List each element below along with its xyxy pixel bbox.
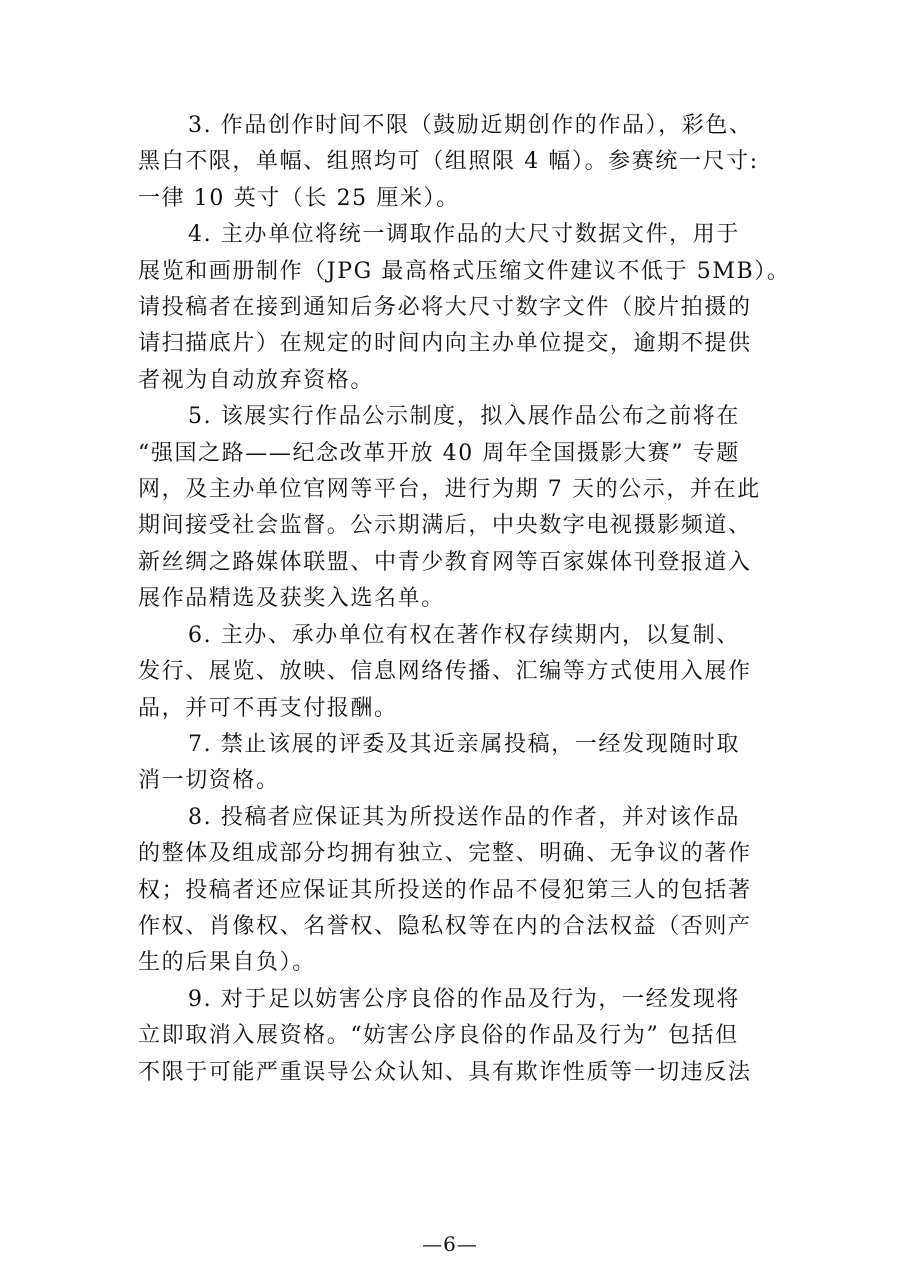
text-line: 消一切资格。 [138,768,280,794]
text-line: 展览和画册制作（JPG 最高格式压缩文件建议不低于 5MB）。 [138,258,791,284]
paragraph-4 [138,217,791,399]
text-line: 请扫描底片）在规定的时间内向主办单位提交，逾期不提供 [138,331,752,357]
text-line: 5. 该展实行作品公示制度，拟入展作品公布之前将在 [188,404,740,430]
text-line: “强国之路——纪念改革开放 40 周年全国摄影大赛” 专题 [138,440,740,466]
text-line: 9. 对于足以妨害公序良俗的作品及行为，一经发现将 [188,986,740,1012]
paragraph-6 [138,618,766,727]
text-line: 7. 禁止该展的评委及其近亲属投稿，一经发现随时取 [188,731,740,757]
text-line: 3. 作品创作时间不限（鼓励近期创作的作品），彩色、 [188,113,753,138]
text-line: 一律 10 英寸（长 25 厘米）。 [138,185,460,211]
text-line: 6. 主办、承办单位有权在著作权存续期内，以复制、 [188,622,740,648]
paragraph-7 [138,727,766,800]
text-line: 权；投稿者还应保证其所投送的作品不侵犯第三人的包括著 [138,877,752,903]
text-line: 展作品精选及获奖入选名单。 [138,586,445,612]
text-line: 期间接受社会监督。公示期满后，中央数字电视摄影频道、 [138,513,752,539]
text-line: 发行、展览、放映、信息网络传播、汇编等方式使用入展作 [138,659,752,685]
text-line: 新丝绸之路媒体联盟、中青少教育网等百家媒体刊登报道入 [138,549,752,575]
paragraph-3 [138,108,766,217]
paragraph-9 [138,982,766,1091]
text-line: 请投稿者在接到通知后务必将大尺寸数字文件（胶片拍摄的 [138,295,752,321]
text-line: 的整体及组成部分均拥有独立、完整、明确、无争议的著作 [138,841,752,867]
text-line: 作权、肖像权、名誉权、隐私权等在内的合法权益（否则产 [138,913,752,939]
text-line: 立即取消入展资格。“妨害公序良俗的作品及行为” 包括但 [138,1023,739,1049]
text-line: 者视为自动放弃资格。 [138,367,375,393]
text-line: 8. 投稿者应保证其为所投送作品的作者，并对该作品 [188,804,740,830]
text-line: 网，及主办单位官网等平台，进行为期 7 天的公示，并在此 [138,477,761,503]
text-line: 生的后果自负）。 [138,950,316,976]
page-number: —6— [422,1232,478,1256]
text-line: 4. 主办单位将统一调取作品的大尺寸数据文件，用于 [188,222,740,248]
text-line: 品，并可不再支付报酬。 [138,695,398,721]
paragraph-8 [138,800,766,982]
text-line: 黑白不限，单幅、组照均可（组照限 4 幅）。参赛统一尺寸: [138,149,759,175]
paragraph-5 [138,399,766,617]
text-line: 不限于可能严重误导公众认知、具有欺诈性质等一切违反法 [138,1059,752,1085]
document-body [138,108,791,1091]
